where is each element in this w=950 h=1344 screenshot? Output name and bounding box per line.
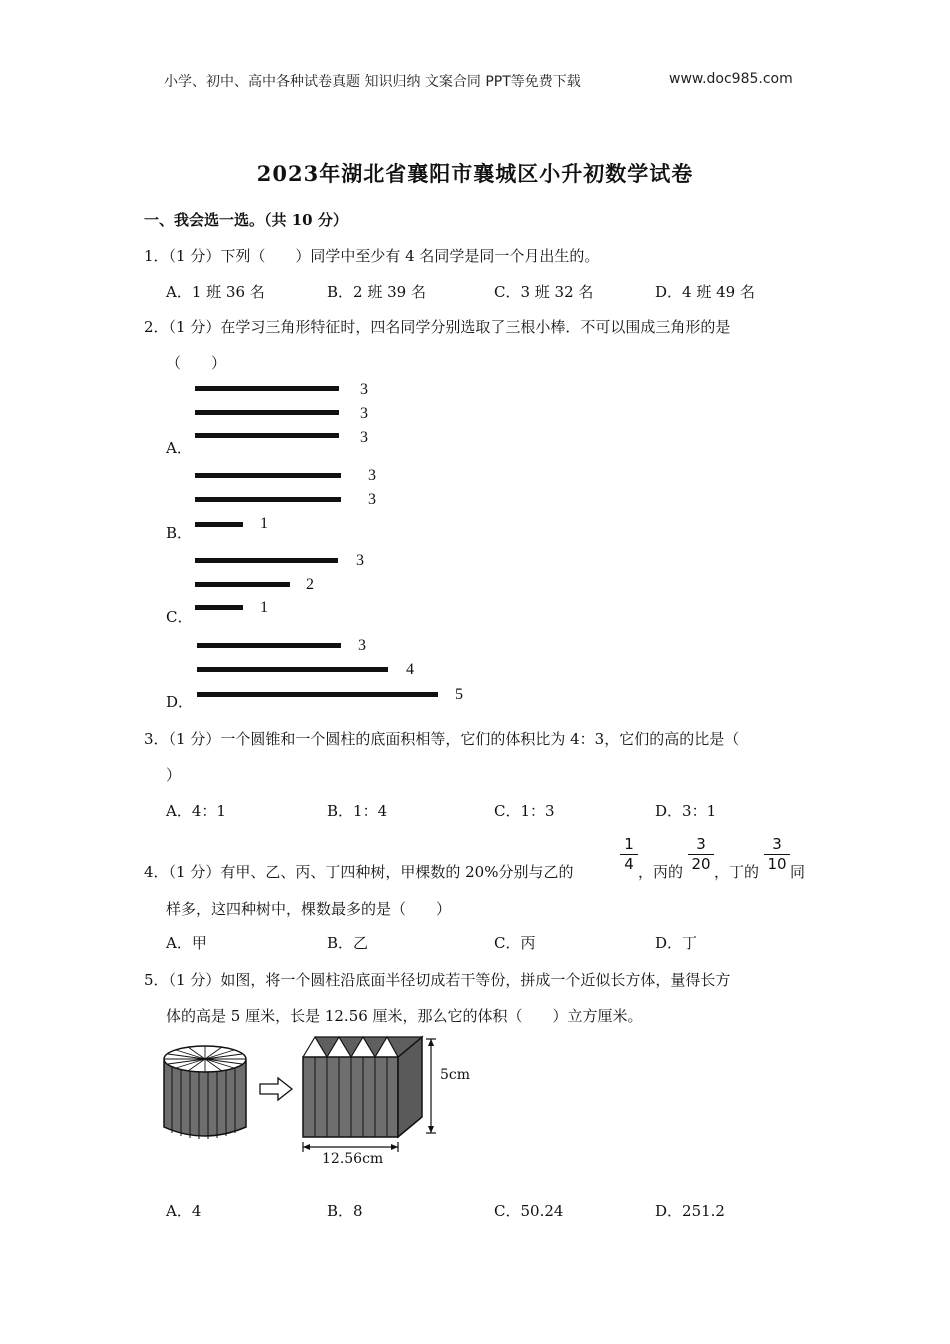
fraction-numerator: 1 — [624, 835, 634, 853]
stick-d1-length: 3 — [358, 637, 366, 654]
stick-c2-length: 2 — [306, 576, 314, 593]
stick-b3 — [195, 522, 243, 527]
question-2-text: 2．（1 分）在学习三角形特征时，四名同学分别选取了三根小棒．不可以围成三角形的是 — [144, 318, 731, 336]
figure-height-label: 5cm — [440, 1067, 471, 1083]
q1-option-a[interactable]: A．1 班 36 名 — [166, 283, 265, 301]
fraction-denominator: 20 — [691, 855, 711, 873]
figure-length-label: 12.56cm — [322, 1151, 384, 1167]
question-3-text: 3．（1 分）一个圆锥和一个圆柱的底面积相等，它们的体积比为 4：3，它们的高的比是（ — [144, 730, 740, 748]
stick-d1 — [197, 643, 341, 648]
cylinder-to-cuboid-figure — [160, 1033, 480, 1173]
fraction-numerator: 3 — [772, 835, 782, 853]
q3-option-c[interactable]: C．1：3 — [494, 802, 555, 820]
question-4-text-2: 样多，这四种树中，棵数最多的是（ ） — [166, 900, 452, 918]
q3-option-d[interactable]: D．3：1 — [655, 802, 717, 820]
stick-c1 — [195, 558, 338, 563]
q1-option-c[interactable]: C．3 班 32 名 — [494, 283, 594, 301]
stick-a3 — [195, 433, 339, 438]
q2-option-d[interactable]: D． — [166, 693, 194, 711]
stick-b2-length: 3 — [368, 491, 376, 508]
stick-d3 — [197, 692, 438, 697]
stick-a2 — [195, 410, 339, 415]
question-4-text-d: 同 — [790, 863, 806, 881]
question-4-text-a: 4．（1 分）有甲、乙、丙、丁四种树，甲棵数的 20%分别与乙的 — [144, 863, 574, 881]
stick-b1 — [195, 473, 341, 478]
q2-option-c[interactable]: C． — [166, 608, 193, 626]
q2-option-b[interactable]: B． — [166, 524, 193, 542]
q3-option-a[interactable]: A．4：1 — [166, 802, 226, 820]
header-site-link[interactable]: www.doc985.com — [669, 71, 793, 87]
stick-a2-length: 3 — [360, 405, 368, 422]
stick-c1-length: 3 — [356, 552, 364, 569]
q2-option-a[interactable]: A． — [166, 439, 192, 457]
stick-a1-length: 3 — [360, 381, 368, 398]
stick-d2-length: 4 — [406, 661, 414, 678]
question-5-text-2: 体的高是 5 厘米，长是 12.56 厘米，那么它的体积（ ）立方厘米。 — [166, 1007, 643, 1025]
stick-c3 — [195, 605, 243, 610]
question-4-text-c: ，丁的 — [714, 863, 760, 881]
q5-option-c[interactable]: C．50.24 — [494, 1202, 564, 1220]
question-1-text: 1．（1 分）下列（ ）同学中至少有 4 名同学是同一个月出生的。 — [144, 247, 600, 265]
section-heading: 一、我会选一选。（共 10 分） — [144, 211, 348, 229]
fraction-numerator: 3 — [696, 835, 706, 853]
q4-option-d[interactable]: D．丁 — [655, 934, 698, 952]
question-2-blank: （ ） — [166, 354, 227, 372]
fraction-denominator: 10 — [767, 855, 787, 873]
stick-c3-length: 1 — [260, 599, 268, 616]
q5-option-a[interactable]: A．4 — [166, 1202, 202, 1220]
fraction-3-10 — [764, 836, 790, 873]
fraction-1-4 — [620, 836, 638, 873]
question-5-text: 5．（1 分）如图，将一个圆柱沿底面半径切成若干等份，拼成一个近似长方体，量得长方 — [144, 971, 731, 989]
stick-b1-length: 3 — [368, 467, 376, 484]
header-left-text: 小学、初中、高中各种试卷真题 知识归纳 文案合同 PPT等免费下载 — [164, 74, 581, 90]
q5-option-d[interactable]: D．251.2 — [655, 1202, 725, 1220]
q3-option-b[interactable]: B．1：4 — [327, 802, 388, 820]
stick-a3-length: 3 — [360, 429, 368, 446]
q1-option-d[interactable]: D．4 班 49 名 — [655, 283, 755, 301]
question-4-text-b: ，丙的 — [638, 863, 684, 881]
stick-a1 — [195, 386, 339, 391]
stick-d2 — [197, 667, 388, 672]
stick-b3-length: 1 — [260, 515, 268, 532]
question-3-close: ） — [166, 766, 182, 784]
q5-option-b[interactable]: B．8 — [327, 1202, 363, 1220]
q1-option-b[interactable]: B．2 班 39 名 — [327, 283, 426, 301]
stick-c2 — [195, 582, 290, 587]
q4-option-c[interactable]: C．丙 — [494, 934, 536, 952]
fraction-3-20 — [688, 836, 714, 873]
fraction-denominator: 4 — [624, 855, 634, 873]
page-title: 2023年湖北省襄阳市襄城区小升初数学试卷 — [256, 161, 694, 186]
stick-b2 — [195, 497, 341, 502]
q4-option-a[interactable]: A．甲 — [166, 934, 207, 952]
q4-option-b[interactable]: B．乙 — [327, 934, 369, 952]
stick-d3-length: 5 — [455, 686, 463, 703]
